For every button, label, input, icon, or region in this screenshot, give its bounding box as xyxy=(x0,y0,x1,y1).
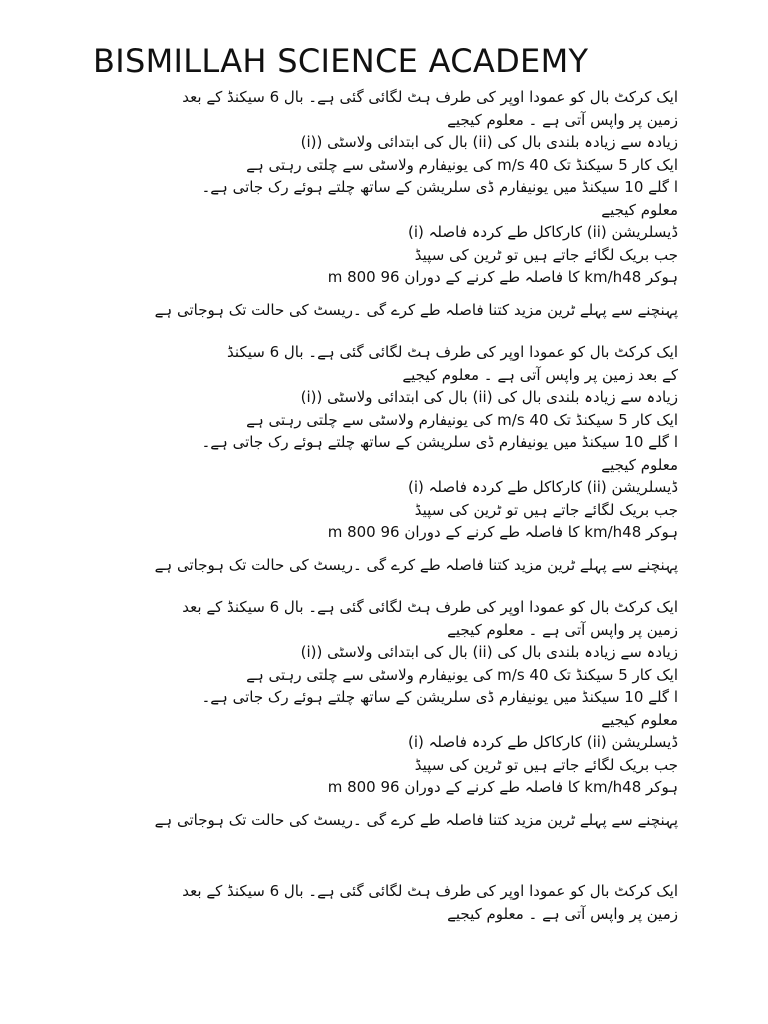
text-line: جب بریک لگائے جاتے ہیں تو ٹرین کی سپیڈ xyxy=(414,755,678,774)
text-line: معلوم کیجیے xyxy=(601,455,678,474)
text-line: m 800 کا فاصلہ طے کرنے کے دوران 96 km/hہوکر 48 xyxy=(327,268,678,286)
question-block-1 xyxy=(90,86,678,323)
text-line: معلوم کیجیے xyxy=(601,710,678,729)
text-line: معلوم کیجیے xyxy=(601,200,678,219)
closing-paragraph: پہنچنے سے پہلے ٹرین مزید کتنا فاصلہ طے کرے گی ۔ریسٹ کی حالت تک ہوجاتی ہے xyxy=(154,300,678,319)
text-line: جب بریک لگائے جاتے ہیں تو ٹرین کی سپیڈ xyxy=(414,500,678,519)
text-line: (i)) بال کی ابتدائی ولاسٹی (ii) زیادہ سے زیادہ بلندی بال کی xyxy=(300,388,678,406)
question-block-2 xyxy=(90,341,678,578)
question-block-3 xyxy=(90,596,678,833)
text-line: (i)) بال کی ابتدائی ولاسٹی (ii) زیادہ سے زیادہ بلندی بال کی xyxy=(300,643,678,661)
text-line: ایک کرکٹ بال کو عمودا اوپر کی طرف ہٹ لگائی گئی ہے۔ بال 6 سیکنڈ xyxy=(227,343,678,361)
text-line: ایک کرکٹ بال کو عمودا اوپر کی طرف ہٹ لگائی گئی ہے۔ بال 6 سیکنڈ کے بعد xyxy=(182,88,678,106)
text-line: (i) کارکاکل طے کردہ فاصلہ (ii) ڈیسلریشن xyxy=(408,223,678,241)
text-line: ایک کرکٹ بال کو عمودا اوپر کی طرف ہٹ لگائی گئی ہے۔ بال 6 سیکنڈ کے بعد xyxy=(182,598,678,616)
closing-paragraph: پہنچنے سے پہلے ٹرین مزید کتنا فاصلہ طے کرے گی ۔ریسٹ کی حالت تک ہوجاتی ہے xyxy=(154,810,678,829)
text-line: (i) کارکاکل طے کردہ فاصلہ (ii) ڈیسلریشن xyxy=(408,733,678,751)
text-line: زمین پر واپس آتی ہے ۔ معلوم کیجیے xyxy=(447,110,678,129)
text-line: ایک کار 5 سیکنڈ تک m/s 40 کی یونیفارم ولاسٹی سے چلتی رہتی ہے xyxy=(246,665,678,684)
text-line: کے بعد زمین پر واپس آتی ہے ۔ معلوم کیجیے xyxy=(402,365,678,384)
text-line: جب بریک لگائے جاتے ہیں تو ٹرین کی سپیڈ xyxy=(414,245,678,264)
closing-paragraph: پہنچنے سے پہلے ٹرین مزید کتنا فاصلہ طے کرے گی ۔ریسٹ کی حالت تک ہوجاتی ہے xyxy=(154,555,678,574)
text-line: (i)) بال کی ابتدائی ولاسٹی (ii) زیادہ سے زیادہ بلندی بال کی xyxy=(300,133,678,151)
text-line: m 800 کا فاصلہ طے کرنے کے دوران 96 km/hہوکر 48 xyxy=(327,778,678,796)
text-line: ایک کار 5 سیکنڈ تک m/s 40 کی یونیفارم ولاسٹی سے چلتی رہتی ہے xyxy=(246,155,678,174)
text-line: زمین پر واپس آتی ہے ۔ معلوم کیجیے xyxy=(447,620,678,639)
text-line: زمین پر واپس آتی ہے ۔ معلوم کیجیے xyxy=(447,904,678,923)
question-block-4 xyxy=(90,880,678,925)
page-title: BISMILLAH SCIENCE ACADEMY xyxy=(93,42,589,80)
text-line: ایک کرکٹ بال کو عمودا اوپر کی طرف ہٹ لگائی گئی ہے۔ بال 6 سیکنڈ کے بعد xyxy=(182,882,678,900)
text-line: m 800 کا فاصلہ طے کرنے کے دوران 96 km/hہوکر 48 xyxy=(327,523,678,541)
text-line: ا گلے 10 سیکنڈ میں یونیفارم ڈی سلریشن کے ساتھ چلتے ہوئے رک جاتی ہے۔ xyxy=(201,688,678,706)
text-line: ایک کار 5 سیکنڈ تک m/s 40 کی یونیفارم ولاسٹی سے چلتی رہتی ہے xyxy=(246,410,678,429)
text-line: ا گلے 10 سیکنڈ میں یونیفارم ڈی سلریشن کے ساتھ چلتے ہوئے رک جاتی ہے۔ xyxy=(201,433,678,451)
text-line: (i) کارکاکل طے کردہ فاصلہ (ii) ڈیسلریشن xyxy=(408,478,678,496)
text-line: ا گلے 10 سیکنڈ میں یونیفارم ڈی سلریشن کے ساتھ چلتے ہوئے رک جاتی ہے۔ xyxy=(201,178,678,196)
